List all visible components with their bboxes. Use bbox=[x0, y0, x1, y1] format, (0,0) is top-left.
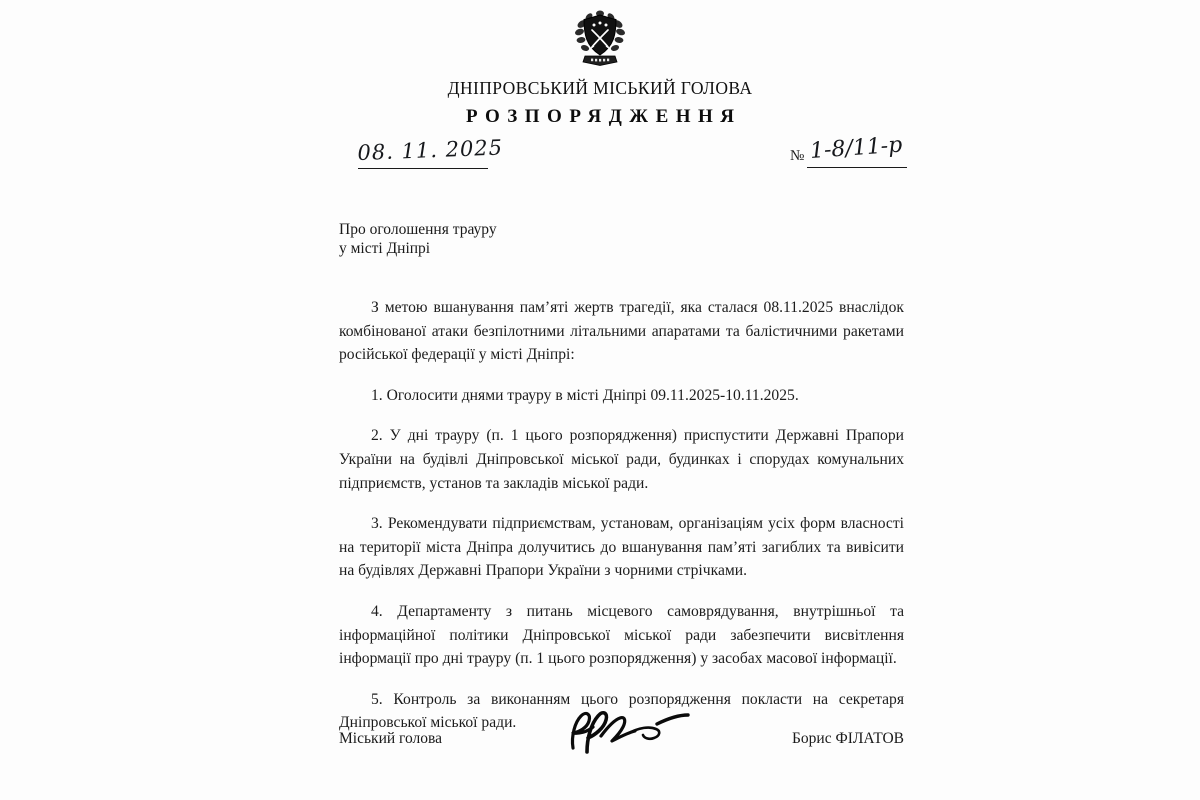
document-number-line bbox=[807, 132, 907, 168]
document-subject bbox=[339, 220, 669, 258]
document-date-value: 08. 11. 2025 bbox=[357, 135, 504, 166]
signatory-name: Борис ФІЛАТОВ bbox=[792, 730, 904, 747]
subject-line-2: у місті Дніпрі bbox=[339, 240, 431, 257]
signatory-title: Міський голова bbox=[339, 730, 443, 747]
document-date-field bbox=[357, 135, 504, 169]
document-number-value: 1-8/11-р bbox=[809, 132, 904, 165]
document-meta-row bbox=[0, 132, 1200, 180]
number-sign-icon: № bbox=[790, 148, 805, 164]
document-body bbox=[339, 296, 904, 735]
document-kind-title: РОЗПОРЯДЖЕННЯ bbox=[465, 106, 742, 127]
dnipro-coat-of-arms-icon bbox=[573, 8, 627, 68]
subject-line-1: Про оголошення трауру bbox=[339, 221, 497, 238]
clause-item-3: 3. Рекомендувати підприємствам, установам, організаціям усіх форм власності на території міста Дніпра долучитись до вшанування пам’яті загиблих та вивісити на будівлях Державні Прапори України з чорними стрічками. bbox=[339, 515, 904, 580]
organization-title: ДНІПРОВСЬКИЙ МІСЬКИЙ ГОЛОВА bbox=[447, 78, 753, 98]
clause-item-5: 5. Контроль за виконанням цього розпорядження покласти на секретаря Дніпровської міської ради. bbox=[339, 690, 904, 732]
document-header bbox=[0, 78, 1200, 129]
clause-item-4: 4. Департаменту з питань місцевого самоврядування, внутрішньої та інформаційної політики Дніпровської міської ради забезпечити висвітлення інформації про дні трауру (п. 1 цього розпорядження) у засобах масової інформації. bbox=[339, 602, 904, 668]
signature-block bbox=[339, 730, 904, 754]
preamble-paragraph: З метою вшанування пам’яті жертв трагедії, яка сталася 08.11.2025 внаслідок комбінованої атаки безпілотними літальними апаратами та балістичними ракетами російської федерації у місті Дніпрі: bbox=[339, 299, 904, 364]
emblem-container bbox=[0, 8, 1200, 68]
document-number-field bbox=[790, 132, 907, 168]
clause-item-1: 1. Оголосити днями трауру в місті Дніпрі 09.11.2025-10.11.2025. bbox=[371, 386, 799, 404]
clause-item-2: 2. У дні трауру (п. 1 цього розпорядження) приспустити Державні Прапори України на будівлі Дніпровської міської ради, будинках і спорудах комунальних підприємств, установ та закладів міської ради. bbox=[339, 427, 904, 492]
